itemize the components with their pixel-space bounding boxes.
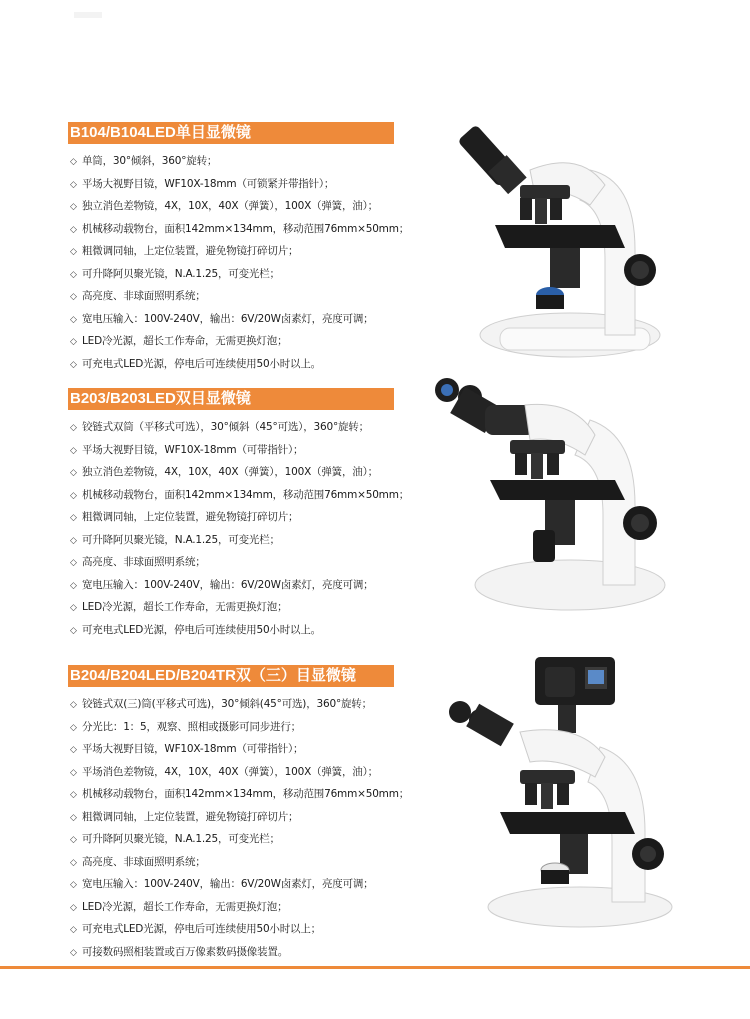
diamond-bullet-icon: ◇ bbox=[70, 700, 77, 710]
feature-item: ◇ 高亮度、非球面照明系统； bbox=[70, 851, 440, 874]
diamond-bullet-icon: ◇ bbox=[70, 790, 77, 800]
diamond-bullet-icon: ◇ bbox=[70, 247, 77, 257]
feature-item: ◇ 高亮度、非球面照明系统； bbox=[70, 551, 440, 574]
header-mark bbox=[74, 12, 102, 18]
feature-item: ◇ 可充电式LED光源，停电后可连续使用50小时以上。 bbox=[70, 619, 440, 642]
feature-item: ◇ 平场消色差物镜，4X，10X，40X（弹簧），100X（弹簧，油）； bbox=[70, 761, 440, 784]
feature-item: ◇ 平场大视野目镜，WF10X-18mm（可带指针）； bbox=[70, 738, 440, 761]
footer-divider bbox=[0, 966, 750, 969]
feature-item: ◇ 粗微调同轴，上定位装置，避免物镜打碎切片； bbox=[70, 806, 440, 829]
diamond-bullet-icon: ◇ bbox=[70, 835, 77, 845]
feature-item: ◇ 铰链式双筒（平移式可选），30°倾斜（45°可选），360°旋转； bbox=[70, 416, 440, 439]
feature-item: ◇ 机械移动载物台，面积142mm×134mm，移动范围76mm×50mm； bbox=[70, 484, 440, 507]
feature-item: ◇ 机械移动载物台，面积142mm×134mm，移动范围76mm×50mm； bbox=[70, 218, 440, 241]
diamond-bullet-icon: ◇ bbox=[70, 269, 77, 280]
feature-item: ◇ 机械移动载物台，面积142mm×134mm，移动范围76mm×50mm； bbox=[70, 783, 440, 806]
feature-item: ◇ 高亮度、非球面照明系统； bbox=[70, 285, 440, 308]
feature-item: ◇ LED冷光源，超长工作寿命，无需更换灯泡； bbox=[70, 896, 440, 919]
diamond-bullet-icon: ◇ bbox=[70, 179, 77, 190]
diamond-bullet-icon: ◇ bbox=[70, 767, 77, 778]
feature-list bbox=[70, 693, 440, 963]
feature-item: ◇ LED冷光源，超长工作寿命，无需更换灯泡； bbox=[70, 330, 440, 353]
feature-item: ◇ 平场大视野目镜，WF10X-18mm（可带指针）； bbox=[70, 439, 440, 462]
feature-list bbox=[70, 416, 440, 641]
diamond-bullet-icon: ◇ bbox=[70, 580, 77, 591]
diamond-bullet-icon: ◇ bbox=[70, 857, 77, 868]
monocular-microscope-image bbox=[440, 100, 670, 370]
diamond-bullet-icon: ◇ bbox=[70, 314, 77, 325]
diamond-bullet-icon: ◇ bbox=[70, 625, 77, 636]
feature-list bbox=[70, 150, 440, 375]
diamond-bullet-icon: ◇ bbox=[70, 468, 77, 478]
feature-item: ◇ 宽电压输入：100V-240V，输出：6V/20W卤素灯，亮度可调； bbox=[70, 308, 440, 331]
diamond-bullet-icon: ◇ bbox=[70, 224, 77, 235]
diamond-bullet-icon: ◇ bbox=[70, 202, 77, 212]
product-title: B204/B204LED/B204TR双（三）目显微镜 bbox=[68, 665, 394, 687]
feature-item: ◇ 宽电压输入：100V-240V，输出：6V/20W卤素灯，亮度可调； bbox=[70, 574, 440, 597]
diamond-bullet-icon: ◇ bbox=[70, 337, 77, 347]
diamond-bullet-icon: ◇ bbox=[70, 157, 77, 167]
feature-item: ◇ 平场大视野目镜，WF10X-18mm（可锁紧并带指针）； bbox=[70, 173, 440, 196]
diamond-bullet-icon: ◇ bbox=[70, 423, 77, 433]
feature-item: ◇ 单筒，30°倾斜，360°旋转； bbox=[70, 150, 440, 173]
diamond-bullet-icon: ◇ bbox=[70, 513, 77, 523]
diamond-bullet-icon: ◇ bbox=[70, 490, 77, 501]
feature-item: ◇ 独立消色差物镜，4X，10X，40X（弹簧），100X（弹簧，油）； bbox=[70, 195, 440, 218]
trinocular-microscope-image bbox=[440, 652, 675, 932]
diamond-bullet-icon: ◇ bbox=[70, 722, 77, 733]
diamond-bullet-icon: ◇ bbox=[70, 359, 77, 370]
feature-item: ◇ 可升降阿贝聚光镜，N.A.1.25，可变光栏； bbox=[70, 828, 440, 851]
product-title: B104/B104LED单目显微镜 bbox=[68, 122, 394, 144]
diamond-bullet-icon: ◇ bbox=[70, 603, 77, 613]
feature-item: ◇ 可升降阿贝聚光镜，N.A.1.25，可变光栏； bbox=[70, 263, 440, 286]
feature-item: ◇ 粗微调同轴，上定位装置，避免物镜打碎切片； bbox=[70, 506, 440, 529]
feature-item: ◇ 可接数码照相装置或百万像素数码摄像装置。 bbox=[70, 941, 440, 964]
binocular-microscope-image bbox=[425, 375, 670, 625]
feature-item: ◇ 铰链式双(三)筒(平移式可选)，30°倾斜(45°可选)，360°旋转； bbox=[70, 693, 440, 716]
feature-item: ◇ 独立消色差物镜，4X，10X，40X（弹簧），100X（弹簧，油）； bbox=[70, 461, 440, 484]
feature-item: ◇ 粗微调同轴，上定位装置，避免物镜打碎切片； bbox=[70, 240, 440, 263]
feature-item: ◇ 可充电式LED光源，停电后可连续使用50小时以上。 bbox=[70, 353, 440, 376]
diamond-bullet-icon: ◇ bbox=[70, 445, 77, 456]
feature-item: ◇ 可升降阿贝聚光镜，N.A.1.25，可变光栏； bbox=[70, 529, 440, 552]
diamond-bullet-icon: ◇ bbox=[70, 947, 77, 958]
diamond-bullet-icon: ◇ bbox=[70, 902, 77, 913]
diamond-bullet-icon: ◇ bbox=[70, 535, 77, 546]
product-title: B203/B203LED双目显微镜 bbox=[68, 388, 394, 410]
feature-item: ◇ 分光比：1：5，观察、照相或摄影可同步进行； bbox=[70, 716, 440, 739]
diamond-bullet-icon: ◇ bbox=[70, 558, 77, 568]
diamond-bullet-icon: ◇ bbox=[70, 745, 77, 755]
feature-item: ◇ 宽电压输入：100V-240V，输出：6V/20W卤素灯，亮度可调； bbox=[70, 873, 440, 896]
diamond-bullet-icon: ◇ bbox=[70, 880, 77, 890]
diamond-bullet-icon: ◇ bbox=[70, 292, 77, 302]
diamond-bullet-icon: ◇ bbox=[70, 812, 77, 823]
feature-item: ◇ 可充电式LED光源，停电后可连续使用50小时以上； bbox=[70, 918, 440, 941]
diamond-bullet-icon: ◇ bbox=[70, 925, 77, 935]
feature-item: ◇ LED冷光源，超长工作寿命，无需更换灯泡； bbox=[70, 596, 440, 619]
